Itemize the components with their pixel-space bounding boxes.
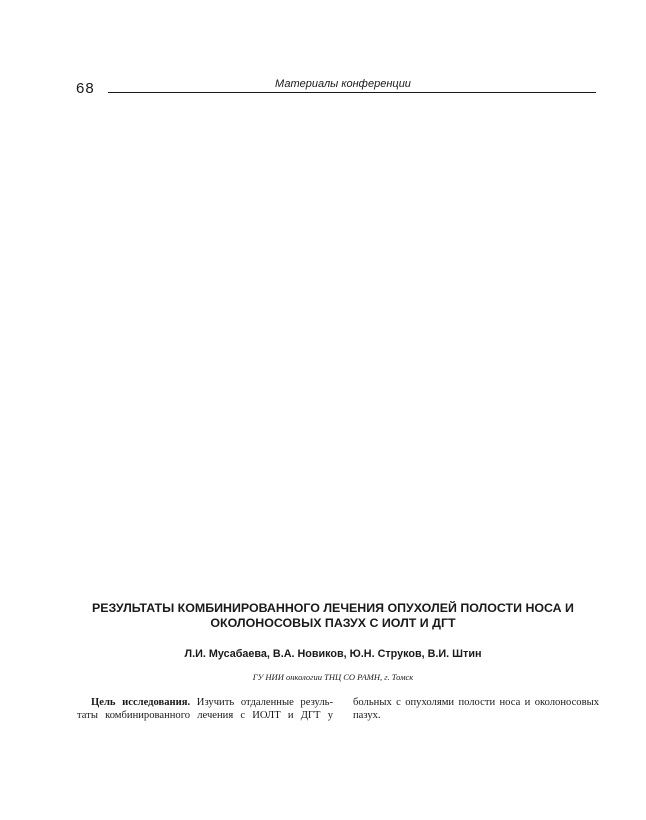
authors: Л.И. Мусабаева, В.А. Новиков, Ю.Н. Струков, В.И. Штин: [184, 648, 482, 660]
article-title-line-2: ОКОЛОНОСОВЫХ ПАЗУХ С ИОЛТ И ДГТ: [210, 616, 456, 630]
body-left-line-1: [77, 697, 333, 710]
lead-label: Цель исследования.: [91, 697, 191, 708]
article-title-line-1: РЕЗУЛЬТАТЫ КОМБИНИРОВАННОГО ЛЕЧЕНИЯ ОПУХОЛЕЙ ПОЛОСТИ НОСА И: [92, 601, 574, 615]
affiliation: ГУ НИИ онкологии ТНЦ СО РАМН, г. Томск: [252, 672, 414, 682]
body-right-line-1: больных с опухолями полости носа и околоносовых: [353, 697, 599, 708]
page-number: 68: [76, 80, 95, 97]
body-left-line-2: таты комбинированного лечения с ИОЛТ и ДГТ у: [77, 709, 333, 721]
header-rule: [108, 92, 596, 93]
article-title: [60, 601, 606, 631]
body-right-line-2: пазух.: [353, 709, 381, 721]
running-title: Материалы конференции: [275, 78, 411, 90]
body-left-line-1-text: Изучить отдаленные резуль-: [190, 697, 334, 708]
body-column-left: [77, 697, 333, 722]
body-column-right: [353, 697, 599, 722]
